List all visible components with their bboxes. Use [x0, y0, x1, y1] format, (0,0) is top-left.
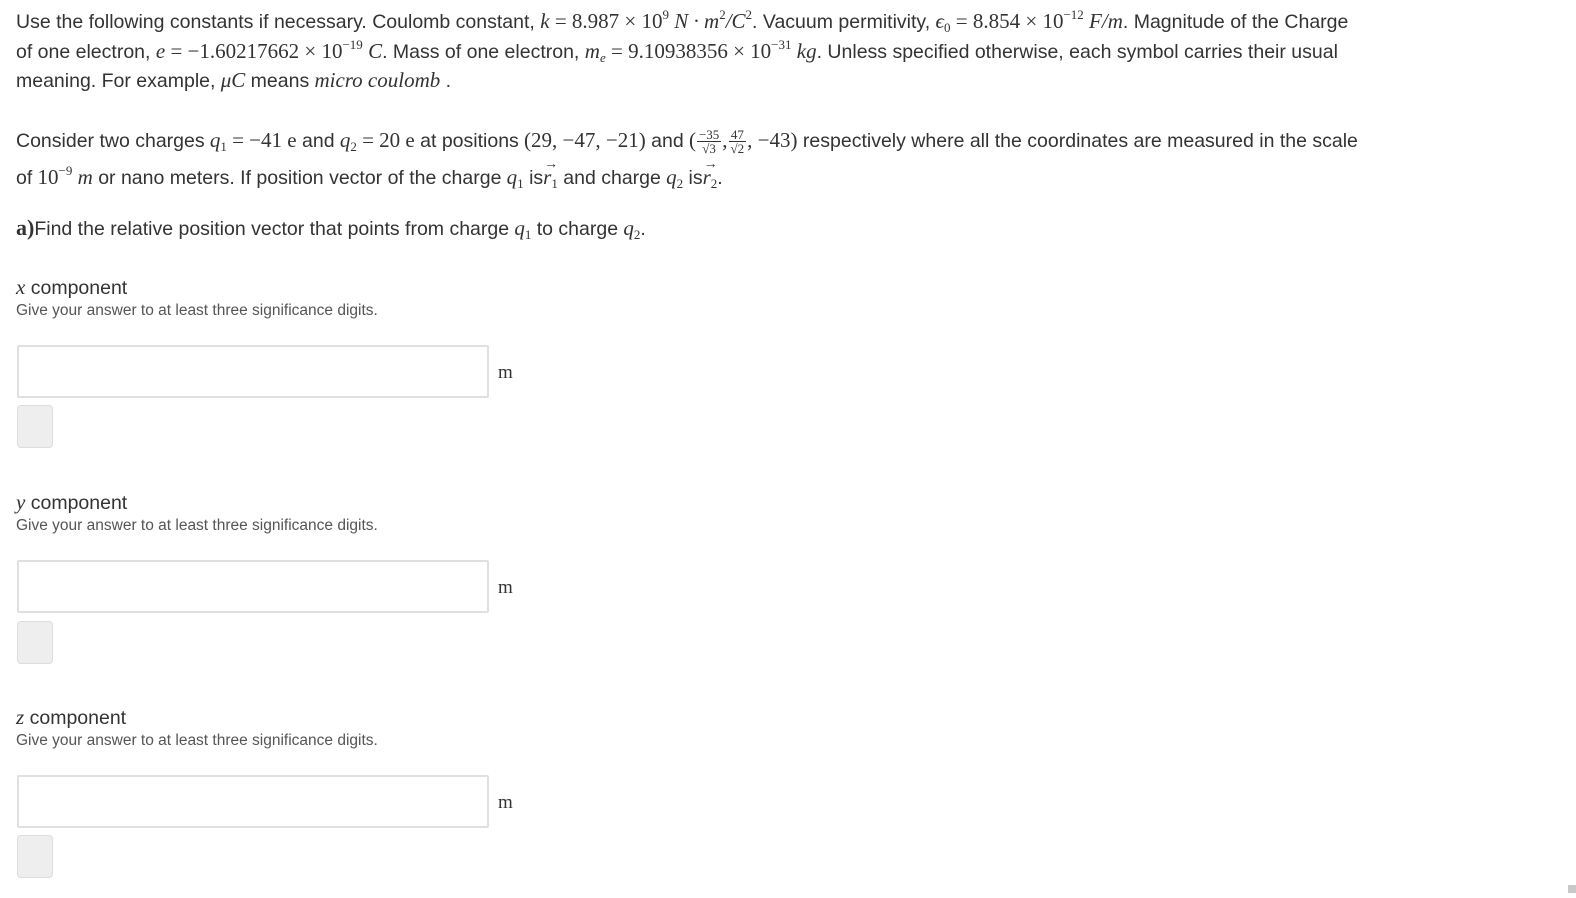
q2-symbol-2: q: [660, 165, 677, 189]
k-unit2: /C: [725, 9, 746, 33]
r1-vector: → r: [543, 159, 551, 195]
fraction-1-denominator: √3: [702, 141, 716, 157]
problem-text-2: at positions: [414, 130, 519, 152]
y-variable: y: [16, 490, 26, 514]
problem-paragraph: [16, 122, 1366, 196]
fraction-1-numerator: −35: [698, 127, 720, 143]
scale-unit: m: [72, 165, 93, 189]
z-component-hint: Give your answer to at least three significance digits.: [16, 732, 378, 749]
z-variable: z: [16, 705, 25, 729]
problem-end: .: [717, 167, 723, 189]
unless-text: . Unless specified otherwise, each symbol carries their usual meaning. For example,: [16, 40, 1338, 92]
q2-value: = 20 e: [356, 128, 415, 152]
part-a-letter: a): [16, 215, 35, 240]
e-unit: C: [362, 38, 383, 63]
z-component-label: [16, 705, 126, 730]
part-a-q1: q: [509, 216, 525, 240]
means-text: means: [245, 70, 310, 92]
y-unit-label: m: [498, 577, 513, 598]
k-exponent: 9: [662, 7, 670, 22]
micro-coulomb-text: micro coulomb: [309, 68, 441, 92]
and-text-2: and: [645, 130, 684, 152]
part-a-question: [16, 215, 646, 241]
q2-subscript-2: 2: [676, 176, 684, 191]
fraction-2: [729, 128, 747, 155]
problem-text-4: or nano meters. If position vector of the charge: [92, 167, 502, 189]
fraction-2-numerator: 47: [729, 128, 747, 142]
r1-subscript: 1: [551, 176, 558, 191]
e-exponent: −19: [342, 36, 363, 52]
q1-value: = −41 e: [226, 128, 297, 152]
q1-subscript-2: 1: [517, 176, 524, 191]
y-component-hint: Give your answer to at least three significance digits.: [16, 517, 378, 534]
z-unit-label: m: [498, 792, 513, 813]
epsilon-exponent: −12: [1063, 7, 1084, 22]
part-a-to-text: to charge: [531, 218, 619, 240]
x-component-text: component: [25, 277, 128, 299]
z-check-button[interactable]: [17, 835, 53, 878]
problem-text-1: Consider two charges: [16, 130, 205, 152]
resize-handle[interactable]: [1568, 885, 1576, 893]
position-2-close: , −43): [747, 128, 798, 152]
epsilon-symbol: ϵ: [935, 9, 945, 33]
q1-subscript: 1: [220, 139, 227, 154]
k-unit2-exponent: 2: [745, 7, 753, 22]
x-unit-label: m: [498, 362, 513, 383]
problem-text-3: respectively where all the coordinates are measured in the scale of: [16, 130, 1358, 189]
q2-symbol: q: [334, 128, 351, 152]
me-exponent: −31: [771, 36, 792, 52]
constants-end: .: [440, 70, 452, 92]
problem-text-5: and charge: [557, 167, 661, 189]
k-unit: N · m: [669, 9, 720, 33]
k-symbol: k: [540, 9, 550, 33]
y-component-label: [16, 490, 127, 515]
constants-intro: Use the following constants if necessary. Coulomb constant,: [16, 11, 535, 33]
e-symbol: e: [155, 38, 166, 63]
epsilon-subscript: 0: [944, 20, 951, 35]
mass-label: . Mass of one electron,: [382, 40, 580, 63]
fraction-2-denominator: √2: [730, 141, 745, 157]
position-2-comma: ,: [722, 128, 728, 152]
x-component-input[interactable]: [17, 345, 489, 398]
z-component-input[interactable]: [17, 775, 489, 828]
me-subscript: e: [599, 49, 606, 65]
part-a-q1-subscript: 1: [524, 227, 532, 242]
x-variable: x: [16, 275, 26, 299]
part-a-end: .: [640, 218, 646, 240]
position-2-open: (: [683, 128, 696, 152]
r2-subscript: 2: [710, 176, 718, 191]
q1-symbol: q: [204, 128, 221, 152]
y-component-text: component: [25, 492, 128, 514]
me-value: = 9.10938356 × 10: [605, 38, 772, 63]
epsilon-unit: F/m: [1083, 9, 1123, 33]
and-text-1: and: [296, 130, 335, 152]
q2-subscript: 2: [350, 139, 357, 154]
position-1: (29, −47, −21): [518, 128, 646, 152]
is-text-1: is: [523, 167, 544, 189]
part-a-q2-subscript: 2: [633, 227, 641, 242]
x-component-label: [16, 275, 127, 300]
mu-c-symbol: μC: [215, 68, 246, 92]
k-value: = 8.987 × 10: [549, 9, 663, 33]
vacuum-label: . Vacuum permitivity,: [752, 11, 931, 33]
me-unit: kg: [791, 38, 817, 63]
scale-value: 10: [32, 165, 59, 189]
me-symbol: m: [584, 38, 600, 63]
x-component-hint: Give your answer to at least three significance digits.: [16, 302, 378, 319]
z-component-text: component: [24, 707, 127, 729]
q1-symbol-2: q: [501, 165, 518, 189]
y-check-button[interactable]: [17, 621, 53, 664]
constants-paragraph: [16, 7, 1366, 96]
e-value: = −1.60217662 × 10: [165, 38, 343, 63]
scale-exponent: −9: [58, 163, 73, 178]
part-a-q2: q: [618, 216, 634, 240]
x-check-button[interactable]: [17, 405, 53, 448]
r2-vector: → r: [703, 159, 711, 195]
k-unit-exponent: 2: [719, 7, 726, 22]
epsilon-value: = 8.854 × 10: [950, 9, 1064, 33]
is-text-2: is: [683, 167, 703, 189]
y-component-input[interactable]: [17, 560, 489, 613]
part-a-text: Find the relative position vector that points from charge: [34, 218, 510, 240]
magnitude-label: . Magnitude of the Charge of one electron,: [16, 11, 1349, 63]
